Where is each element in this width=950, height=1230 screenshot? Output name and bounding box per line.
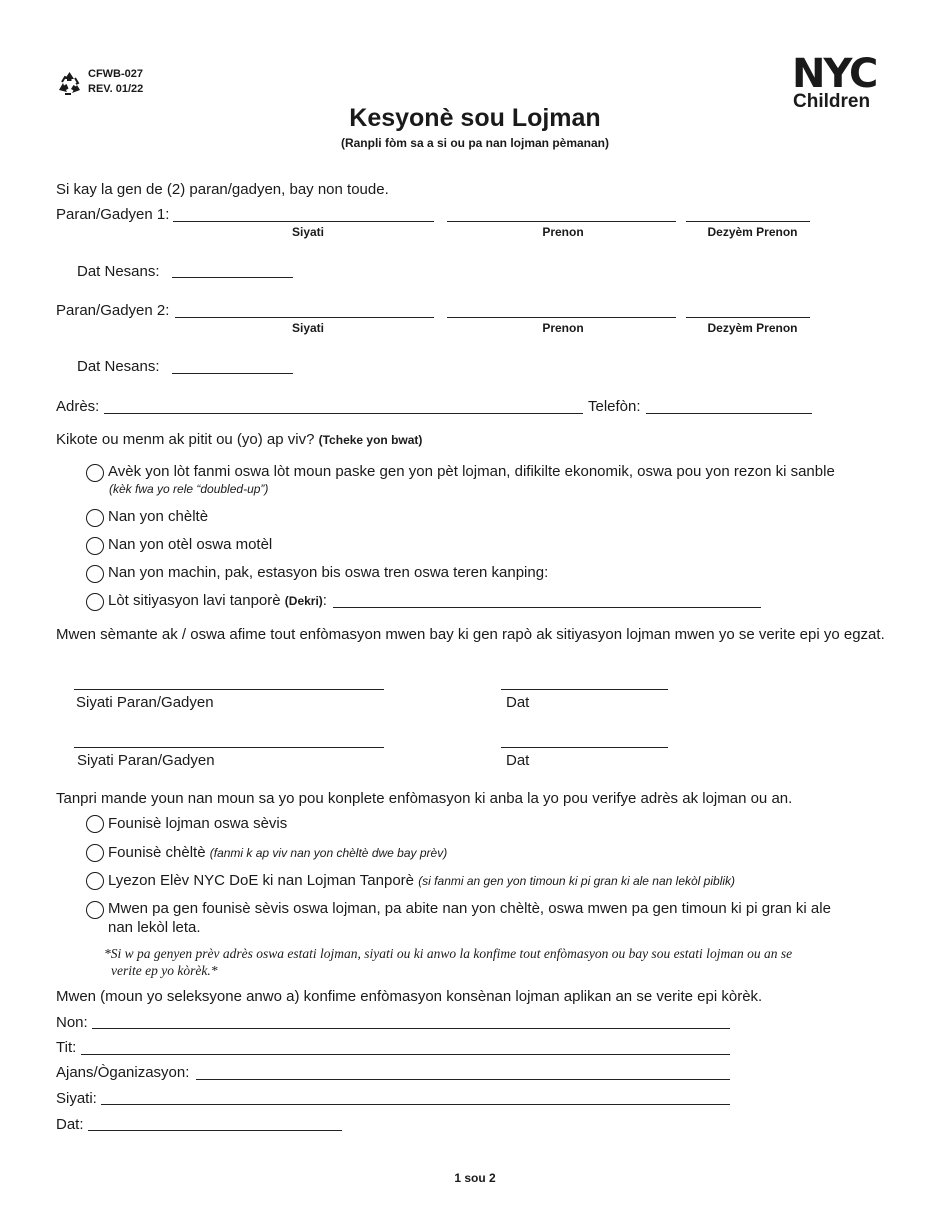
living-option-other-hint: (Dekri) (284, 594, 323, 608)
verifier-name-label: Non: (56, 1014, 88, 1031)
verifier-title-field[interactable] (81, 1054, 730, 1055)
logo-children-text: Children (793, 91, 871, 112)
address-field[interactable] (104, 413, 583, 414)
page-number: 1 sou 2 (454, 1171, 496, 1185)
verify-option-housing-provider-radio[interactable] (86, 815, 104, 833)
form-revision: REV. 01/22 (88, 83, 144, 95)
verifier-agency-label: Ajans/Òganizasyon: (56, 1064, 190, 1081)
verify-request-text: Tanpri mande youn nan moun sa yo pou konplete enfòmasyon ki anba la yo pou verifye adrès ak lojman ou an. (56, 790, 793, 807)
verify-option-shelter-provider-label (108, 844, 447, 861)
verify-option-doe-liaison-label (108, 872, 735, 889)
parent1-last-name-caption: Siyati (291, 225, 324, 239)
parent2-first-name-caption: Prenon (542, 321, 584, 335)
phone-label: Telefòn: (588, 398, 641, 415)
verify-option-doe-liaison-radio[interactable] (86, 872, 104, 890)
signature2-caption: Siyati Paran/Gadyen (77, 752, 215, 769)
verify-option-doe-liaison-note: (si fanmi an gen yon timoun ki pi gran ki ale nan lekòl piblik) (418, 874, 736, 888)
page-subtitle: (Ranpli fòm sa a si ou pa nan lojman pèmanan) (340, 136, 610, 150)
verifier-signature-label: Siyati: (56, 1090, 97, 1107)
verify-option-none-radio[interactable] (86, 901, 104, 919)
living-option-hotel-label: Nan yon otèl oswa motèl (108, 536, 273, 553)
parent1-label: Paran/Gadyen 1: (56, 206, 170, 223)
verifier-date-label: Dat: (56, 1116, 84, 1133)
address-label: Adrès: (56, 398, 100, 415)
verify-option-shelter-provider-note: (fanmi k ap viv nan yon chèltè dwe bay prèv) (209, 846, 448, 860)
confirm-text: Mwen (moun yo seleksyone anwo a) konfime enfòmasyon konsènan lojman aplikan an se verite epi kòrèk. (56, 988, 763, 1005)
date2-caption: Dat (506, 752, 530, 769)
date1-caption: Dat (506, 694, 530, 711)
parent1-dob-field[interactable] (172, 277, 293, 278)
date1-field[interactable] (501, 689, 668, 690)
verifier-title-label: Tit: (56, 1039, 77, 1056)
parent2-dob-field[interactable] (172, 373, 293, 374)
intro-text: Si kay la gen de (2) paran/gadyen, bay non toude. (56, 181, 389, 198)
living-option-other-colon: : (322, 592, 327, 609)
verify-option-shelter-provider-text: Founisè chèltè (108, 844, 206, 861)
page-title: Kesyonè sou Lojman (349, 104, 601, 132)
living-question-text: Kikote ou menm ak pitit ou (yo) ap viv? (56, 431, 315, 448)
verify-option-none-label-line2: nan lekòl leta. (108, 919, 201, 936)
parent1-last-name-field[interactable] (173, 221, 434, 222)
verify-option-doe-liaison-text: Lyezon Elèv NYC DoE ki nan Lojman Tanporè (108, 872, 415, 889)
living-option-car-park-label: Nan yon machin, pak, estasyon bis oswa tren oswa teren kanping: (108, 564, 549, 581)
nyc-children-logo (792, 51, 897, 112)
signature2-field[interactable] (74, 747, 384, 748)
living-option-other-label (108, 592, 327, 609)
verifier-date-field[interactable] (88, 1130, 342, 1131)
parent2-middle-name-caption: Dezyèm Prenon (707, 321, 798, 335)
living-option-other-field[interactable] (333, 607, 761, 608)
parent1-first-name-field[interactable] (447, 221, 676, 222)
parent2-middle-name-field[interactable] (686, 317, 810, 318)
parent1-dob-label: Dat Nesans: (77, 263, 160, 280)
recycle-icon (56, 70, 83, 97)
living-option-shelter-label: Nan yon chèltè (108, 508, 209, 525)
parent2-label: Paran/Gadyen 2: (56, 302, 170, 319)
living-option-shelter-radio[interactable] (86, 509, 104, 527)
phone-field[interactable] (646, 413, 812, 414)
verify-option-housing-provider-label: Founisè lojman oswa sèvis (108, 815, 288, 832)
verify-option-none-label-line1: Mwen pa gen founisè sèvis oswa lojman, pa abite nan yon chèltè, oswa mwen pa gen timoun ki pi gran ki ale (108, 900, 831, 917)
parent2-last-name-field[interactable] (175, 317, 434, 318)
logo-nyc-text: NYC (792, 51, 877, 97)
parent2-dob-label: Dat Nesans: (77, 358, 160, 375)
parent1-first-name-caption: Prenon (542, 225, 584, 239)
proof-note-line2: verite ep yo kòrèk.* (111, 963, 218, 978)
attestation-text: Mwen sèmante ak / oswa afime tout enfòmasyon mwen bay ki gen rapò ak sitiyasyon lojman mwen yo se verite epi yo egzat. (56, 626, 885, 643)
living-question-hint: (Tcheke yon bwat) (318, 433, 423, 447)
signature1-field[interactable] (74, 689, 384, 690)
parent2-first-name-field[interactable] (447, 317, 676, 318)
parent1-middle-name-field[interactable] (686, 221, 810, 222)
verifier-agency-field[interactable] (196, 1079, 730, 1080)
living-option-doubled-up-note: (kèk fwa yo rele “doubled-up”) (109, 482, 269, 496)
living-option-doubled-up-label: Avèk yon lòt fanmi oswa lòt moun paske gen yon pèt lojman, difikilte ekonomik, oswa pou yon rezon ki sanble (108, 463, 835, 480)
form-code: CFWB-027 (88, 68, 144, 80)
parent1-middle-name-caption: Dezyèm Prenon (707, 225, 798, 239)
signature1-caption: Siyati Paran/Gadyen (76, 694, 214, 711)
date2-field[interactable] (501, 747, 668, 748)
living-option-car-park-radio[interactable] (86, 565, 104, 583)
living-option-other-text: Lòt sitiyasyon lavi tanporè (108, 592, 281, 609)
living-question (56, 431, 422, 448)
verifier-name-field[interactable] (92, 1028, 730, 1029)
proof-note-line1: *Si w pa genyen prèv adrès oswa estati lojman, siyati ou ki anwo la konfime tout enfòmasyon ou bay sou estati lojman ou an se (104, 946, 793, 961)
verify-option-shelter-provider-radio[interactable] (86, 844, 104, 862)
verifier-signature-field[interactable] (101, 1104, 730, 1105)
living-option-other-radio[interactable] (86, 593, 104, 611)
living-option-hotel-radio[interactable] (86, 537, 104, 555)
living-option-doubled-up-radio[interactable] (86, 464, 104, 482)
parent2-last-name-caption: Siyati (291, 321, 324, 335)
